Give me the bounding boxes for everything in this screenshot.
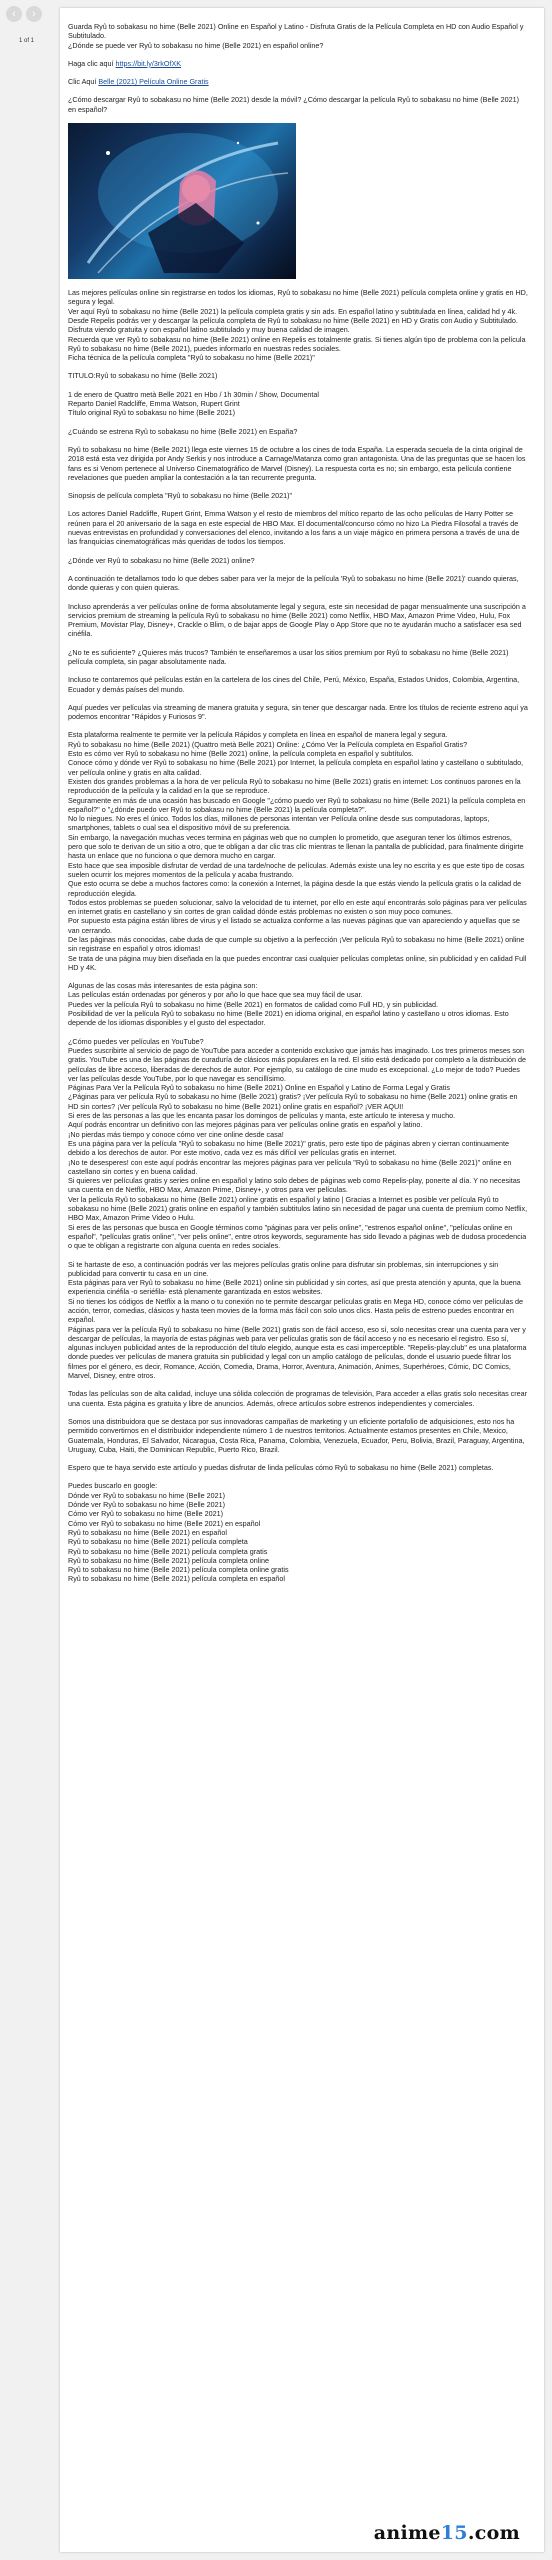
paragraph: Ver la película Ryû to sobakasu no hime (Belle 2021) online gratis en español y latino | Gracias a Internet es posible ver película Ryû to sobakasu no hime (Belle 2021) gratis online en español y también subtitulos latino sin necesidad de pagar una cuenta de premium como Netflix, HBO Max, Amazon Prime Video o Hulu. [68,1194,528,1223]
paragraph: Si te hartaste de eso, a continuación podrás ver las mejores películas gratis online para disfrutar sin problemas, sin interrupciones y sin publicidad para convertir tu casa en un cine. [68,1259,499,1278]
movie-link[interactable]: Belle (2021) Película Online Gratis [98,77,209,87]
paragraph: ¿Páginas para ver película Ryû to sobakasu no hime (Belle 2021) gratis? ¡Ver película Ryû to sobakasu no hime (Belle 2021) online gratis en HD sin cortes? ¡Ver película Ryû to sobakasu no hime (Belle 2021) online gratis en español? ¡VER AQUI! [68,1092,518,1111]
link-prefix: Clic Aquí [68,77,99,87]
paragraph: Si eres de las personas a las que les encanta pasar los domingos de películas y manta, este artículo te interesa y mucho. [68,1111,456,1121]
paragraph: Que esto ocurra se debe a muchos factores como: la conexión a Internet, la página desde la que estás viendo la película gratis o la calidad de reproducción elegida. [68,879,522,898]
paragraph: Ryû to sobakasu no hime (Belle 2021) llega este viernes 15 de octubre a los cines de toda España. La esperada secuela de la cinta original de 2018 está esta vez dirigida por Andy Serkis y nos introduce a Carnage/Matanza como gran antagonista. Una de las preguntas que se hacen los fans es si Venom pertenece al Universo Cinematográfico de Marvel (Disney). La respuesta corta es no; sin embargo, esta película contiene revelaciones que pueden ampliar la contestación a la tan recurrente pregunta. [68,444,526,482]
intro-line-1: Guarda Ryû to sobakasu no hime (Belle 2021) Online en Español y Latino - Disfruta Gratis de la Película Completa en HD con Audio Español y Subtitulado. [68,22,524,41]
search-suggestion: Ryû to sobakasu no hime (Belle 2021) película completa [68,1537,248,1547]
paragraph: 1 de enero de Quattro metà Belle 2021 en Hbo / 1h 30min / Show, Documental [68,389,319,399]
movie-title-line: TITULO:Ryû to sobakasu no hime (Belle 2021) [68,371,218,381]
movie-poster-image [68,123,296,279]
paragraph: Si eres de las personas que busca en Google términos como "páginas para ver pelis online", "estrenos español online", "películas online en español", "películas gratis online", "ver pelis online", entre otros keywords, seguramente has sido llevado a páginas web de dudosa procedencia o que te obligan a registrarte con alguna cuenta en redes sociales. [68,1222,527,1251]
paragraph: Incluso te contaremos qué películas están en la cartelera de los cines del Chile, Perú, México, España, Estados Unidos, Colombia, Argentina, Ecuador y demás países del mundo. [68,675,520,694]
paragraph: Aquí puedes ver películas vía streaming de manera gratuita y segura, sin tener que descargar nada. Entre los títulos de reciente estreno aquí ya podemos encontrar "Rápidos y Furiosos 9". [68,702,528,722]
paragraph: Se trata de una página muy bien diseñada en la que puedes encontrar casi cualquier películas completas online, sin publicidad y en calidad Full HD y 4K. [68,953,527,972]
paragraph: ¡No te desesperes! con este aquí podrás encontrar las mejores páginas para ver película "Ryû to sobakasu no hime (Belle 2021)" online en castellano sin cortes y en buena calidad. [68,1157,512,1176]
search-suggestion: Ryû to sobakasu no hime (Belle 2021) en español [68,1527,228,1537]
paragraph: Disfruta viendo gratuita y con español latino subtitulado y muy buena calidad de imagen. [68,325,350,335]
search-suggestion: Ryû to sobakasu no hime (Belle 2021) película completa online [68,1555,269,1565]
paragraph: Somos una distribuidora que se destaca por sus innovadoras campañas de marketing y un eficiente portafolio de adquisiciones, esto nos ha permitido convertirnos en el distribuidor independiente número 1 de nuestros territorios. Actualmente estamos presentes en Chile, Mexico, Guatemala, Honduras, El Salvador, Nicaragua, Costa Rica, Panama, Colombia, Venezuela, Ecuador, Peru, Bolivia, Brazil, Paraguay, Argentina, Uruguay, Cuba, Haiti, the Dominican Republic, Puerto Rico, Brazil. [68,1416,525,1454]
paragraph: Aquí podrás encontrar un definitivo con las mejores páginas para ver películas online gratis en español y latino. [68,1120,423,1130]
paragraph: Conoce cómo y dónde ver Ryû to sobakasu no hime (Belle 2021) por Internet, la película completa en español latino y castellano o subtitulado, ver película online y gratis en alta calidad. [68,758,524,777]
download-question: ¿Cómo descargar Ryû to sobakasu no hime (Belle 2021) desde la móvil? ¿Cómo descargar la película Ryû to sobakasu no hime (Belle 2021) en español? [68,95,520,114]
paragraph: Recuerda que ver Ryû to sobakasu no hime (Belle 2021) online en Repelis es totalmente gratis. Si tienes algún tipo de problema con la película Ryû to sobakasu no hime (Belle 2021), puedes informarlo en nuestras redes sociales. [68,334,526,353]
paragraph: Esta páginas para ver Ryû to sobakasu no hime (Belle 2021) online sin publicidad y sin cortes, así que presta atención y apunta, que la buena experiencia cinéfila -o seriéfila- está plenamente garantizada en estos websites. [68,1278,521,1297]
paragraph: Páginas para ver la película Ryû to sobakasu no hime (Belle 2021) gratis son de fácil acceso, eso sí, solo necesitas crear una cuenta para ver y descargar de películas, la mayoría de estas páginas web para ver películas gratis son de fácil acceso y no es necesario el registro. Eso sí, algunas incluyen publicidad antes de la reproducción del título elegido, aunque esta es casi imperceptible. "Repelis-play.club" es una plataforma donde puedes ver películas de manera gratuita sin publicidad y legal con un amplio catálogo de películas, donde el usuario puede filtrar los filmes por el género, es decir, Romance, Acción, Comedia, Drama, Horror, Aventura, Animación, Animes, Superhéroes, Cómic, DC Comics, Marvel, Disney, entre otros. [68,1324,527,1381]
search-suggestion: Dónde ver Ryû to sobakasu no hime (Belle 2021) [68,1490,226,1500]
paragraph: Las mejores películas online sin registrarse en todos los idiomas, Ryû to sobakasu no hime (Belle 2021) película completa online y gratis en HD, segura y legal. [68,288,528,307]
paragraph: Todos estos problemas se pueden solucionar, salvo la velocidad de tu internet, por ello en este aquí encontrarás solo páginas para ver películas en internet gratis en castellano y sin cortes de gran calidad dónde estás problemas no existen o son muy poco comunes. [68,897,527,917]
paragraph: Todas las películas son de alta calidad, incluye una sólida colección de programas de televisión, Para acceder a ellas gratis solo necesitas crear una cuenta. Esta página es gratuita y libre de anuncios. Además, ofrece artículos sobre estrenos independientes y comerciales. [68,1389,528,1408]
paragraph: Ryû to sobakasu no hime (Belle 2021) (Quattro metà Belle 2021) Online: ¿Cómo Ver la Película completa en Español Gratis? [68,739,468,749]
poster-art [68,123,296,279]
watermark-domain: .com [467,2521,520,2544]
paragraph: Esta plataforma realmente te permite ver la película Rápidos y completa en línea en español de manera legal y segura. [68,730,448,740]
paragraph: Título original Ryû to sobakasu no hime (Belle 2021) [68,408,236,418]
paragraph: ¿Cómo puedes ver películas en YouTube? [68,1036,204,1046]
search-suggestion: Dónde ver Ryû to sobakasu no hime (Belle 2021) [68,1500,226,1510]
paragraph: No lo niegues. No eres el único. Todos los días, millones de personas intentan ver Película online desde sus computadoras, laptops, smartphones, tablets o cual sea el dispositivo móvil de su preferencia. [68,814,490,833]
paragraph: De las páginas más conocidas, cabe duda de que cumple su objetivo a la perfección ¡Ver película Ryû to sobakasu no hime (Belle 2021) online sin registrase en español y otros idiomas! [68,935,525,954]
page-count: 1 of 1 [19,38,35,44]
previous-page-icon[interactable]: ‹ [6,6,22,22]
paragraph: Espero que te haya servido este artículo y puedas disfrutar de linda películas cómo Ryû to sobakasu no hime (Belle 2021) completas. [68,1463,494,1473]
link-line-1 [68,59,528,68]
search-suggestion: Cómo ver Ryû to sobakasu no hime (Belle 2021) [68,1509,224,1519]
site-watermark [373,2521,520,2544]
paragraph: Esto hace que sea imposible disfrutar de verdad de una tarde/noche de películas. Además existe una ley no escrita y es que este tipo de cosas suelen ocurrir los mejores momentos de la película y acaba frustrando. [68,860,525,879]
search-suggestion: Ryû to sobakasu no hime (Belle 2021) película completa online gratis [68,1565,289,1575]
document-page [60,8,544,2552]
paragraph: Por supuesto esta página están libres de virus y el listado se actualiza conforme a las nuevas páginas que van apareciendo y aquellas que se van cerrando. [68,916,520,935]
paragraph: Páginas Para Ver la Película Ryû to sobakasu no hime (Belle 2021) Online en Español y Latino de Forma Legal y Gratis [68,1083,450,1093]
watermark-text: anime [373,2521,441,2544]
paragraph: Puedes ver la película Ryû to sobakasu no hime (Belle 2021) en formatos de calidad como Full HD, y sin publicidad. [68,999,438,1009]
paragraph: ¡No pierdas más tiempo y conoce cómo ver cine online desde casa! [68,1129,284,1139]
link-prefix: Haga clic aquí [68,58,116,68]
paragraph: Es una página para ver la película "Ryû to sobakasu no hime (Belle 2021)" gratis, pero este tipo de páginas abren y cierran continuamente debido a los derechos de autor. Por este motivo, cada vez es más difícil ver películas gratis en internet. [68,1138,510,1158]
paragraph: Seguramente en más de una ocasión has buscado en Google "¿cómo puedo ver Ryû to sobakasu no hime (Belle 2021) la película completa en español?" o "¿dónde puedo ver Ryû to sobakasu no hime (Belle 2021) la película completa?". [68,795,526,814]
paragraph: Ver aquí Ryû to sobakasu no hime (Belle 2021) la película completa gratis y sin ads. En español latino y subtitulada en línea, calidad hd y 4k. [68,306,518,316]
paragraph: Posibilidad de ver la película Ryû to sobakasu no hime (Belle 2021) en idioma original, en español latino y castellano u otros idiomas. Esto depende de los idiomas disponibles y el gusto del espectador. [68,1009,509,1028]
paragraph: Puedes suscribirte al servicio de pago de YouTube para acceder a contenido exclusivo que jamás has imaginado. Los tres primeros meses son gratis. YouTube es una de las páginas de curaduría de clásicos más populares en la red. El sitio está dedicado por completo a la distribución de películas de libre acceso, liberadas de derechos de autor. Por ejemplo, su catálogo de cine mudo es excepcional. ¿Lo mejor de todo? Puedes ver las películas desde YouTube, por lo que navegar es sencillísimo. [68,1045,527,1083]
paragraph: Desde Repelis podrás ver y descargar la película completa de Ryû to sobakasu no hime (Belle 2021) en HD y Gratis con Audio y Subtitulado. [68,315,518,325]
paragraph: Si no tienes los códigos de Netflix a la mano o tu conexión no te permite descargar películas gratis en Mega HD, conoce cómo ver películas de acción, terror, comedias, clásicos y hasta teen movies de la forma más fácil con solo unos clics. Hasta pelis de estreno puedes encontrar en expañol. [68,1296,524,1325]
next-page-icon[interactable]: › [26,6,42,22]
search-suggestion: Ryû to sobakasu no hime (Belle 2021) película completa en español [68,1574,285,1584]
paragraph: Los actores Daniel Radcliffe, Rupert Grint, Emma Watson y el resto de miembros del mítico reparto de las ocho películas de Harry Potter se reúnen para el 20 aniversario de la saga en este especial de HBO Max. El documental/concurso cómo no hizo La Piedra Filosofal a través de nuevas entrevistas en profundidad y conversaciones del elenco, invitando a los fans a un viaje mágico en primera persona a través de una de las franquicias cinematográficas más queridas de todos los tiempos. [68,509,520,547]
section-heading: Sinopsis de película completa "Ryû to sobakasu no hime (Belle 2021)" [68,491,293,501]
paragraph: A continuación te detallamos todo lo que debes saber para ver la mejor de la película 'Ryû to sobakasu no hime (Belle 2021)' cuando quieras, donde quieras y con quien quieras. [68,573,519,593]
paragraph: Sin embargo, la navegación muchas veces termina en páginas web que no cumplen lo prometido, que aseguran tener los últimos estrenos, pero que solo te derivan de un sitio a otro, que te obligan a dar clic tras clic mientras te llenan la pantalla de publicidad, para finalmente dirigirte hasta un enlace que no funciona o que demora mucho en cargar. [68,832,524,861]
search-suggestions-title: Puedes buscarlo en google: [68,1481,158,1491]
watermark-number: 15 [440,2521,468,2544]
paragraph: Las películas están ordenadas por géneros y por año lo que hace que sea muy fácil de usar. [68,990,363,1000]
paragraph: Existen dos grandes problemas a la hora de ver película Ryû to sobakasu no hime (Belle 2021) gratis en internet: Los continuos parones en la reproducción de la película y la calidad en la que se reproduce. [68,776,521,796]
paragraph: Ficha técnica de la película completa "Ryû to sobakasu no hime (Belle 2021)" [68,353,315,363]
search-suggestion: Ryû to sobakasu no hime (Belle 2021) película completa gratis [68,1546,268,1556]
link-line-2 [68,77,528,86]
paragraph: Reparto Daniel Radcliffe, Emma Watson, Rupert Grint [68,399,240,409]
watch-link[interactable]: https://bit.ly/3rkOfXK [115,58,182,68]
section-question: ¿Dónde ver Ryû to sobakasu no hime (Belle 2021) online? [68,555,255,565]
paragraph: Algunas de las cosas más interesantes de esta página son: [68,981,258,991]
section-question: ¿Cuándo se estrena Ryû to sobakasu no hime (Belle 2021) en España? [68,426,298,436]
paragraph: Incluso aprenderás a ver películas online de forma absolutamente legal y segura, este sin necesidad de pagar mensualmente una suscripción a servicios premium de streaming la película Ryû to sobakasu no hime (Belle 2021) como Netflix, HBO Max, Amazon Prime Video, Hulu, Fox Premium, Movistar Play, Disney+, Crackle o Blim, o de bajar apps de Google Play o App Store que no te ayudarán mucho a satisfacer esa sed cinéfila. [68,601,526,639]
paragraph: Si quieres ver películas gratis y series online en español y latino solo debes de páginas web como Repelis-play, ponerte al día. Y no necesitas una cuenta en de Netflix, HBO Max, Amazon Prime, Disney+, y otros para ver películas. [68,1176,521,1195]
paragraph: ¿No te es suficiente? ¿Quieres más trucos? También te enseñaremos a usar los sitios premium por Ryû to sobakasu no hime (Belle 2021) película completa, sin pagar absolutamente nada. [68,647,509,666]
search-suggestion: Cómo ver Ryû to sobakasu no hime (Belle 2021) en español [68,1518,261,1528]
paragraph: Esto es cómo ver Ryû to sobakasu no hime (Belle 2021) online, la película completa en español y subtítulos. [68,749,414,759]
viewer-sidebar [0,0,60,2560]
intro-line-2: ¿Dónde se puede ver Ryû to sobakasu no hime (Belle 2021) en español online? [68,40,324,50]
